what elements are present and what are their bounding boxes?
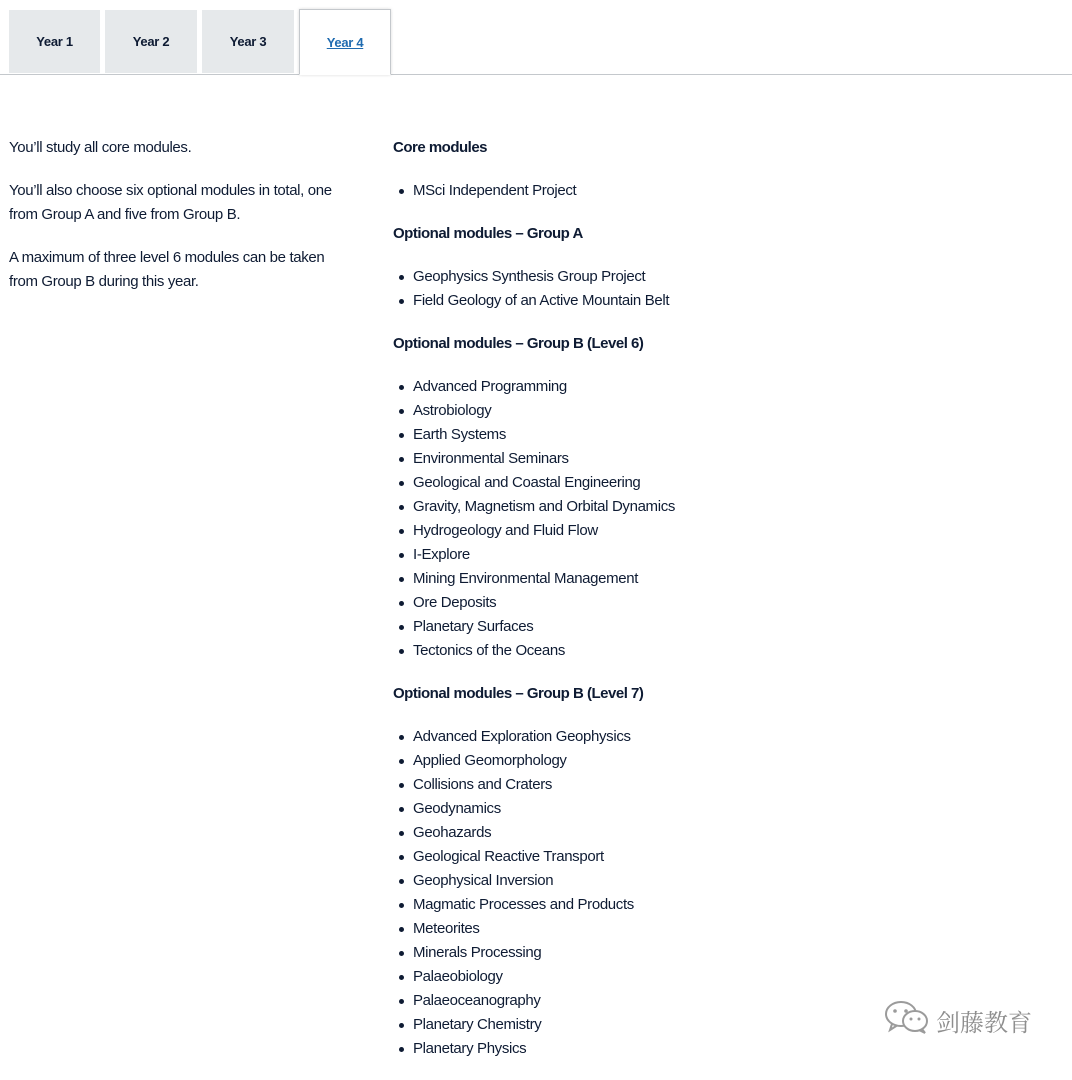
list-item: Palaeoceanography bbox=[413, 989, 813, 1013]
list-item: Minerals Processing bbox=[413, 941, 813, 965]
intro-paragraph: You’ll also choose six optional modules in total, one from Group A and five from Group B. bbox=[9, 182, 332, 223]
group-a-heading: Optional modules – Group A bbox=[393, 225, 583, 242]
watermark bbox=[884, 1000, 1032, 1040]
list-item: Meteorites bbox=[413, 917, 813, 941]
list-item: Geophysics Synthesis Group Project bbox=[413, 265, 813, 289]
list-item: Astrobiology bbox=[413, 399, 813, 423]
intro-paragraph: A maximum of three level 6 modules can be taken from Group B during this year. bbox=[9, 249, 325, 290]
list-item: Collisions and Craters bbox=[413, 773, 813, 797]
list-item: Geohazards bbox=[413, 821, 813, 845]
group-a-list bbox=[393, 265, 813, 313]
core-modules-heading: Core modules bbox=[393, 139, 488, 156]
intro-text bbox=[9, 136, 349, 313]
list-item: Ore Deposits bbox=[413, 591, 813, 615]
wechat-icon bbox=[884, 1000, 936, 1040]
list-item: Palaeobiology bbox=[413, 965, 813, 989]
list-item: Tectonics of the Oceans bbox=[413, 639, 813, 663]
list-item: I-Explore bbox=[413, 543, 813, 567]
group-b-level7-list bbox=[393, 725, 813, 1061]
list-item: Geological and Coastal Engineering bbox=[413, 471, 813, 495]
list-item: Advanced Programming bbox=[413, 375, 813, 399]
list-item: Advanced Exploration Geophysics bbox=[413, 725, 813, 749]
watermark-text: 剑藤教育 bbox=[936, 1008, 1032, 1037]
group-b-level6-list bbox=[393, 375, 813, 663]
list-item: Geodynamics bbox=[413, 797, 813, 821]
list-item: Applied Geomorphology bbox=[413, 749, 813, 773]
list-item: MSci Independent Project bbox=[413, 179, 813, 203]
list-item: Environmental Seminars bbox=[413, 447, 813, 471]
module-lists bbox=[393, 136, 813, 1080]
core-modules-list bbox=[393, 179, 813, 203]
list-item: Gravity, Magnetism and Orbital Dynamics bbox=[413, 495, 813, 519]
list-item: Planetary Physics bbox=[413, 1037, 813, 1061]
group-b-level7-heading: Optional modules – Group B (Level 7) bbox=[393, 685, 644, 702]
tab-year-1[interactable]: Year 1 bbox=[9, 10, 100, 73]
year-tabs bbox=[0, 0, 1072, 75]
list-item: Hydrogeology and Fluid Flow bbox=[413, 519, 813, 543]
list-item: Planetary Surfaces bbox=[413, 615, 813, 639]
tab-year-2[interactable]: Year 2 bbox=[105, 10, 197, 73]
list-item: Geological Reactive Transport bbox=[413, 845, 813, 869]
list-item: Mining Environmental Management bbox=[413, 567, 813, 591]
group-b-level6-heading: Optional modules – Group B (Level 6) bbox=[393, 335, 644, 352]
list-item: Magmatic Processes and Products bbox=[413, 893, 813, 917]
list-item: Earth Systems bbox=[413, 423, 813, 447]
tab-year-4[interactable]: Year 4 bbox=[299, 9, 391, 75]
tab-year-3[interactable]: Year 3 bbox=[202, 10, 294, 73]
list-item: Geophysical Inversion bbox=[413, 869, 813, 893]
list-item: Field Geology of an Active Mountain Belt bbox=[413, 289, 813, 313]
intro-paragraph: You’ll study all core modules. bbox=[9, 139, 192, 156]
list-item: Planetary Chemistry bbox=[413, 1013, 813, 1037]
